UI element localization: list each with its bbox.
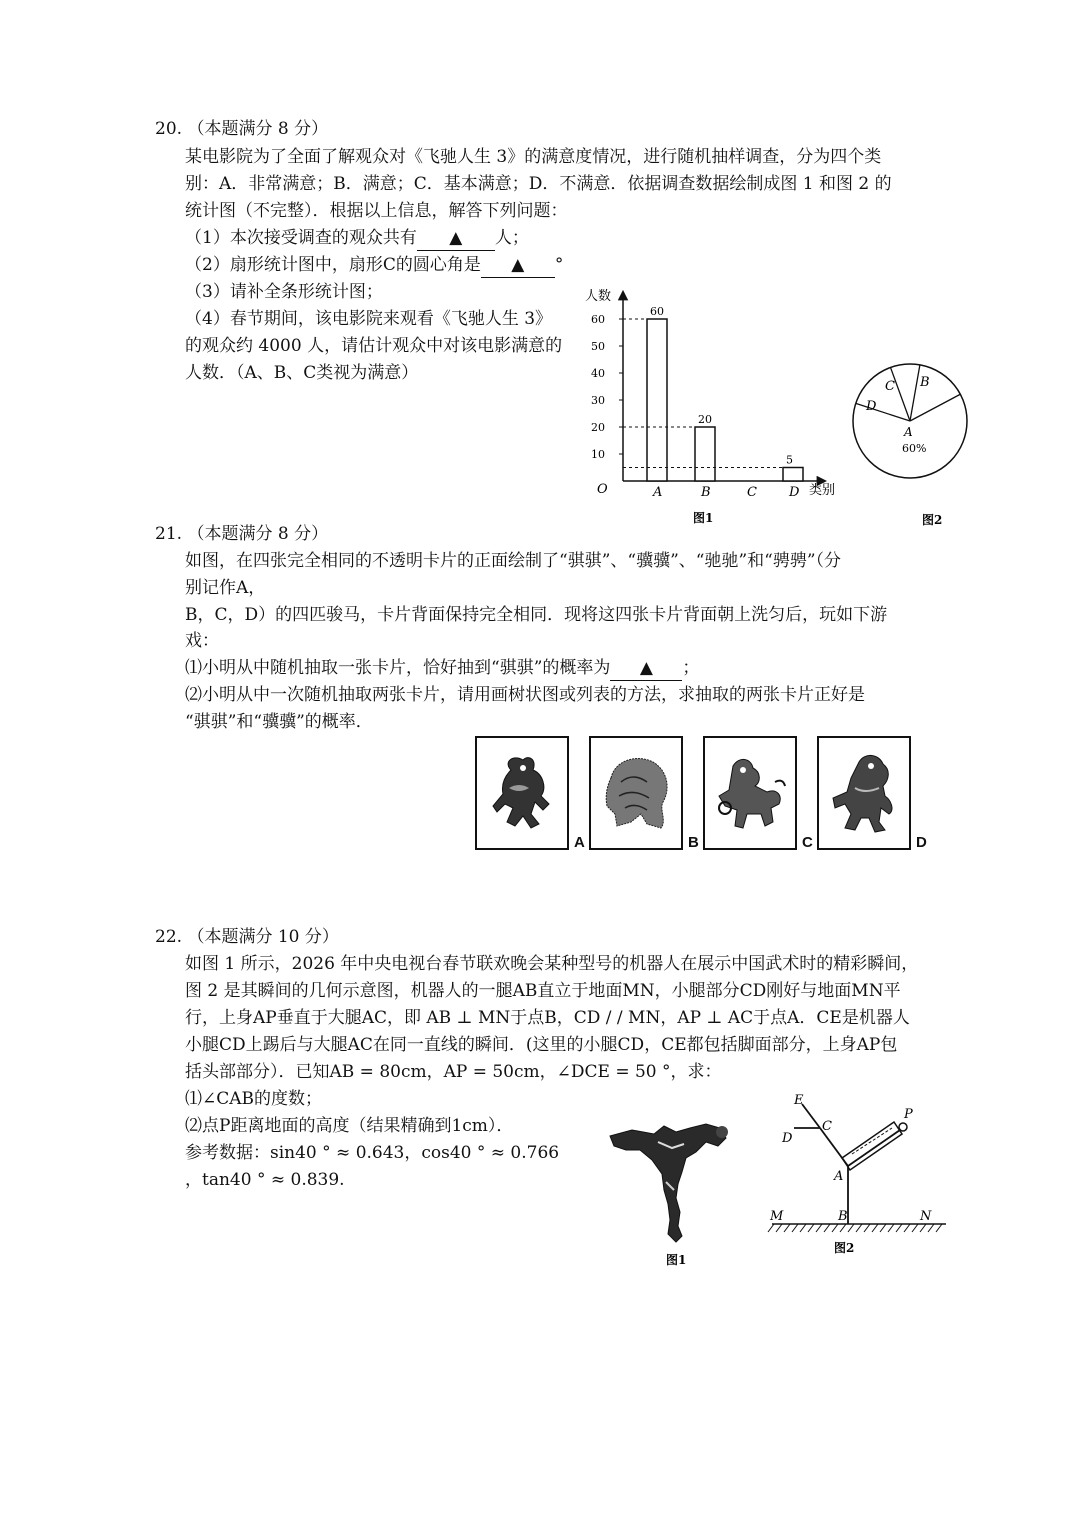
bar-chart: [575, 282, 845, 527]
q21-stem-line-1: 如图，在四张完全相同的不透明卡片的正面绘制了“骐骐”、“骥骥”、“驰驰”和“骋骋”（分: [185, 551, 842, 571]
q21-heading: 21. （本题满分 8 分）: [155, 524, 329, 544]
horse-card-a: [475, 736, 569, 850]
horse-d-image: [825, 748, 905, 840]
q22-stem-line-2: 图 2 是其瞬间的几何示意图，机器人的一腿AB直立于地面MN，小腿部分CD刚好与地面MN平: [185, 981, 901, 1001]
q21-stem-line-3: B，C，D）的四匹骏马，卡片背面保持完全相同．现将这四张卡片背面朝上洗匀后，玩如下游: [185, 605, 888, 625]
q20-part1-suffix: 人；: [494, 228, 529, 248]
q22-stem-line-5: 括头部部分）．已知AB = 80cm，AP = 50cm，∠DCE = 50 °，求：: [185, 1062, 722, 1082]
x-axis-label: 类别: [809, 483, 836, 498]
q20-stem-line-3: 统计图（不完整）．根据以上信息，解答下列问题：: [185, 201, 568, 221]
q21-part1: [185, 656, 699, 681]
bar-b: [695, 427, 715, 481]
q22-part2: ⑵点P距离地面的高度（结果精确到1cm）．: [185, 1116, 514, 1136]
y-tick-label: 60: [591, 313, 605, 326]
point-b-label: B: [838, 1209, 848, 1224]
pie-chart-caption: 图2: [922, 513, 943, 527]
geometry-diagram-caption: 图2: [834, 1241, 855, 1255]
pie-label-d: D: [866, 399, 877, 414]
segment-ce: [802, 1104, 820, 1128]
x-category-label: A: [653, 485, 663, 500]
bar-value-label: 20: [698, 413, 712, 426]
pie-sector-boundary: [891, 367, 910, 421]
q21-stem-line-2: 别记作A，: [185, 578, 266, 598]
geometry-diagram: [760, 1088, 960, 1278]
q22-heading: 22. （本题满分 10 分）: [155, 927, 339, 947]
horse-a-image: [483, 748, 563, 840]
bar-chart-caption: 图1: [693, 511, 714, 525]
y-tick-label: 10: [591, 448, 605, 461]
y-tick-label: 40: [591, 367, 605, 380]
pie-label-a: A: [904, 425, 913, 439]
bar-value-label: 60: [650, 305, 664, 318]
card-label-c: C: [802, 834, 813, 851]
pie-label-b: B: [920, 375, 930, 390]
bar-value-label: 5: [786, 453, 793, 467]
q22-part1: ⑴∠CAB的度数；: [185, 1089, 323, 1109]
horse-card-b: [589, 736, 683, 850]
q20-part2: [185, 253, 563, 278]
robot-photo: [602, 1112, 752, 1272]
pie-percent-a: 60%: [902, 442, 927, 455]
point-p-label: P: [904, 1107, 913, 1122]
card-label-a: A: [574, 834, 585, 851]
x-category-label: C: [747, 485, 757, 500]
point-d-label: D: [782, 1131, 793, 1146]
q20-part1-text: （1）本次接受调查的观众共有: [185, 228, 417, 248]
q21-part2-line-2: “骐骐”和“骥骥”的概率．: [185, 712, 373, 732]
q20-part4-line-3: 人数．（A、B、C类视为满意）: [185, 363, 419, 383]
q20-part1: [185, 226, 529, 251]
point-c-label: C: [822, 1119, 832, 1134]
pie-sector-boundary: [856, 403, 910, 421]
q20-part2-blank: ▲: [481, 253, 555, 278]
y-tick-label: 30: [591, 394, 605, 407]
q21-part2-line-1: ⑵小明从中一次随机抽取两张卡片，请用画树状图或列表的方法，求抽取的两张卡片正好是: [185, 685, 865, 705]
point-e-label: E: [794, 1093, 804, 1108]
pie-chart: [850, 358, 980, 528]
robot-photo-caption: 图1: [666, 1253, 687, 1267]
origin-label: O: [597, 482, 608, 497]
point-m-label: M: [770, 1209, 784, 1224]
q20-stem-line-2: 别：A．非常满意；B．满意；C．基本满意；D．不满意．依据调查数据绘制成图 1 和图 2 的: [185, 174, 892, 194]
horse-c-image: [711, 748, 791, 840]
pie-sector-boundary: [910, 394, 960, 421]
q22-reference-line-2: ，tan40 ° ≈ 0.839.: [185, 1170, 345, 1190]
y-tick-label: 20: [591, 421, 605, 434]
q20-heading: 20. （本题满分 8 分）: [155, 119, 329, 139]
q22-stem-line-4: 小腿CD上踢后与大腿AC在同一直线的瞬间．(这里的小腿CD，CE都包括脚面部分，上身AP包: [185, 1035, 898, 1055]
q20-part3: （3）请补全条形统计图；: [185, 282, 383, 302]
q22-stem-line-1: 如图 1 所示，2026 年中央电视台春节联欢晚会某种型号的机器人在展示中国武术时的精彩瞬间，: [185, 954, 919, 974]
q20-stem-line-1: 某电影院为了全面了解观众对《飞驰人生 3》的满意度情况，进行随机抽样调查，分为四个类: [185, 147, 882, 167]
q20-part4-line-1: （4）春节期间，该电影院来观看《飞驰人生 3》: [185, 309, 553, 329]
bar-a: [647, 319, 667, 481]
x-category-label: B: [701, 485, 711, 500]
bar-d: [783, 468, 803, 482]
card-label-d: D: [916, 834, 927, 851]
x-category-label: D: [789, 485, 800, 500]
point-n-label: N: [920, 1209, 932, 1224]
horse-card-d: [817, 736, 911, 850]
q21-part1-text: ⑴小明从中随机抽取一张卡片，恰好抽到“骐骐”的概率为: [185, 658, 611, 678]
q20-part1-blank: ▲: [417, 226, 495, 251]
q22-reference-line-1: 参考数据：sin40 ° ≈ 0.643，cos40 ° ≈ 0.766: [185, 1143, 560, 1163]
q20-part4-line-2: 的观众约 4000 人，请估计观众中对该电影满意的: [185, 336, 563, 356]
horse-b-image: [597, 748, 677, 840]
card-label-b: B: [688, 834, 699, 851]
pie-sector-boundary: [910, 365, 920, 421]
point-a-label: A: [834, 1169, 844, 1184]
pie-label-c: C: [885, 379, 895, 394]
y-axis-label: 人数: [585, 289, 612, 304]
horse-card-c: [703, 736, 797, 850]
q22-stem-line-3: 行，上身AP垂直于大腿AC，即 AB ⊥ MN于点B，CD / / MN，AP ⊥ AC于点A．CE是机器人: [185, 1008, 910, 1028]
y-tick-label: 50: [591, 340, 605, 353]
q21-part1-blank: ▲: [610, 656, 682, 681]
q21-part1-suffix: ；: [682, 658, 700, 678]
q21-stem-line-4: 戏：: [185, 631, 219, 651]
q20-part2-suffix: °: [554, 255, 564, 275]
q20-part2-text: （2）扇形统计图中，扇形C的圆心角是: [185, 255, 481, 275]
